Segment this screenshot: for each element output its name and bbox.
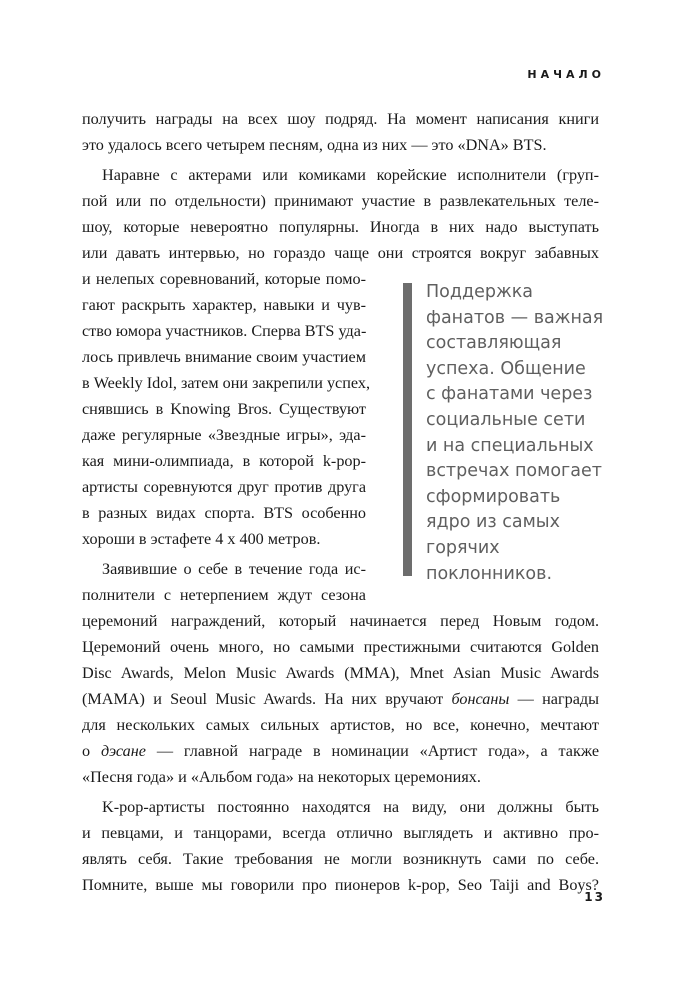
text-span: — главной награде в номинации «Артист года», а также (156, 742, 600, 760)
text-line: являть себя. Такие требования не могли возникнуть сами по себе. (82, 850, 599, 868)
text-span: (MAMA) и Seoul Music Awards. На них вручают (82, 690, 444, 708)
text-line: в разных видах спорта. BTS особенно (82, 504, 366, 522)
text-line: Наравне с актерами или комиками корейские исполнители (груп- (102, 166, 599, 184)
pull-quote-line: социальные сети (426, 409, 586, 430)
text-line: шоу, которые невероятно популярны. Иногда в них надо выступать (82, 218, 599, 236)
text-line: кая мини-олимпиада, в которой k-pop- (82, 452, 366, 470)
pull-quote-line: ядро из самых (426, 512, 560, 533)
pull-quote-line: составляющая (426, 333, 562, 354)
pull-quote-line: встречах помогает (426, 461, 602, 482)
pull-quote-line: и на специальных (426, 435, 594, 456)
text-line: Заявившие о себе в течение года ис- (102, 560, 366, 578)
text-line: «Песня года» и «Альбом года» на некоторых церемониях. (82, 768, 481, 786)
text-line: лось привлечь внимание своим участием (82, 348, 366, 366)
text-line: Церемоний очень много, но самыми престижными считаются Golden (82, 638, 599, 656)
text-line: снявшись в Knowing Bros. Существуют (82, 400, 366, 418)
pull-quote-line: фанатов — важная (426, 307, 604, 328)
text-line: даже регулярные «Звездные игры», эда- (82, 426, 366, 444)
page-number: 13 (584, 890, 605, 904)
text-line: для нескольких самых сильных артистов, но все, конечно, мечтают (82, 716, 599, 734)
text-line: и нелепых соревнований, которые помо- (82, 270, 366, 288)
text-line: или давать интервью, но гораздо чаще они строятся вокруг забавных (82, 244, 599, 262)
pull-quote-line: успеха. Общение (426, 358, 586, 379)
text-line (82, 740, 599, 762)
text-line: ство юмора участников. Сперва BTS уда- (82, 322, 367, 340)
pull-quote (426, 280, 604, 587)
italic-term-bonsany: бонсаны (451, 690, 510, 708)
pull-quote-bar (403, 283, 412, 576)
pull-quote-line: горячих (426, 537, 500, 558)
text-span: — награды (517, 690, 600, 708)
text-line: хороши в эстафете 4 х 400 метров. (82, 530, 321, 548)
text-line: Помните, выше мы говорили про пионеров k-pop, Seo Taiji and Boys? (82, 876, 599, 894)
text-line: K-pop-артисты постоянно находятся на виду, они должны быть (102, 798, 599, 816)
text-line (82, 688, 599, 710)
text-line: пой или по отдельности) принимают участие в развлекательных теле- (82, 192, 599, 210)
text-span: о (82, 742, 91, 760)
pull-quote-line: Поддержка (426, 282, 533, 302)
pull-quote-line: с фанатами через (426, 384, 593, 405)
text-line: это удалось всего четырем песням, одна из них — это «DNA» BTS. (82, 136, 547, 154)
text-line: гают раскрыть характер, навыки и чув- (82, 296, 366, 314)
text-line: получить награды на всех шоу подряд. На момент написания книги (82, 110, 599, 128)
text-line: в Weekly Idol, затем они закрепили успех, (82, 374, 371, 392)
pull-quote-line: сформировать (426, 486, 561, 507)
pull-quote-line: поклонников. (426, 563, 553, 584)
italic-term-desane: дэсане (100, 742, 146, 760)
text-line: Disc Awards, Melon Music Awards (MMA), Mnet Asian Music Awards (82, 664, 599, 682)
text-line: и певцами, и танцорами, всегда отлично выглядеть и активно про- (82, 824, 599, 842)
text-line: полнители с нетерпением ждут сезона (82, 586, 366, 604)
chapter-header: НАЧАЛО (527, 68, 605, 81)
text-line: церемоний награждений, который начинается перед Новым годом. (82, 612, 599, 630)
text-line: артисты соревнуются друг против друга (82, 478, 366, 496)
